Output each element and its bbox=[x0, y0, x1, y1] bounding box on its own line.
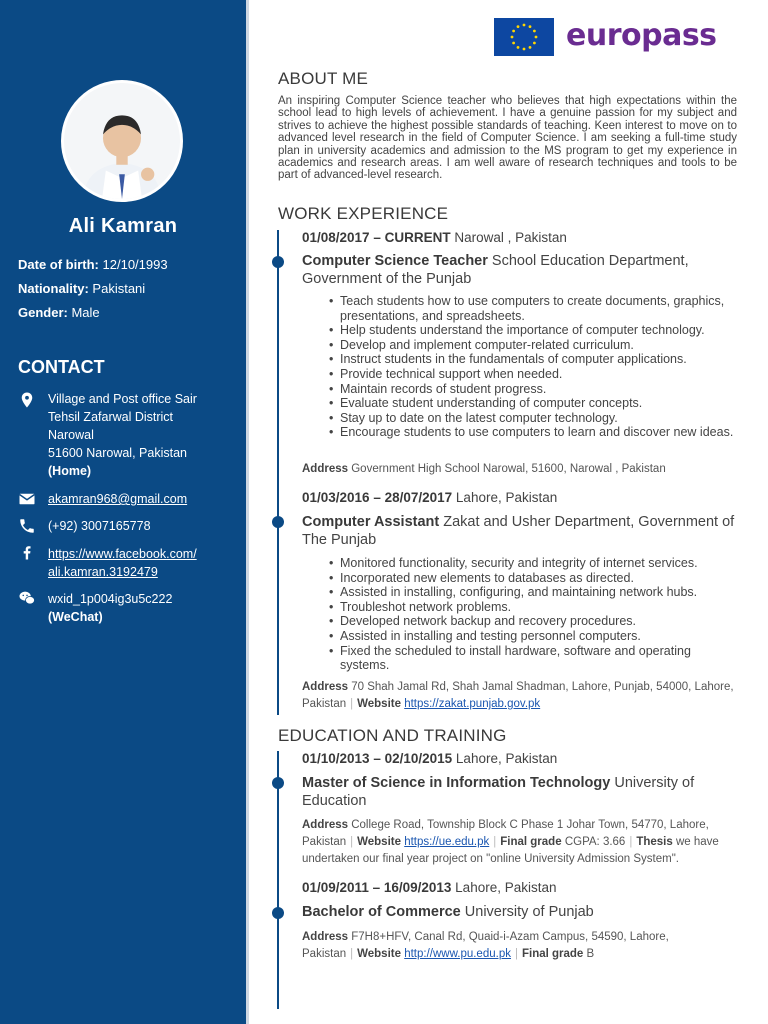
website-link[interactable]: http://www.pu.edu.pk bbox=[404, 948, 511, 960]
wechat-icon bbox=[18, 589, 36, 607]
job-role bbox=[302, 514, 742, 549]
wechat-info bbox=[48, 590, 172, 626]
email-link-wrap bbox=[48, 490, 187, 508]
facebook-link[interactable]: https://www.facebook.com/ bbox=[48, 547, 197, 561]
duty-item: • Help students understand the importance of computer technology. bbox=[318, 323, 742, 338]
job-location: Lahore, Pakistan bbox=[455, 490, 558, 505]
location-pin-icon bbox=[18, 391, 36, 409]
address-line: Village and Post office Sair bbox=[48, 392, 197, 406]
address-value: F7H8+HFV, Canal Rd, Quaid-i-Azam Campus, 54590, Lahore, Pakistan bbox=[302, 931, 669, 960]
duty-item: • Fixed the scheduled to install hardware, software and operating systems. bbox=[318, 644, 742, 673]
edu-details: Address F7H8+HFV, Canal Rd, Quaid-i-Azam Campus, 54590, Lahore, Pakistan | Website http://www.pu.edu.pk | Final grade B bbox=[302, 931, 669, 960]
email-icon bbox=[18, 490, 36, 508]
address-line: Tehsil Zafarwal District bbox=[48, 410, 174, 424]
duty-item: • Assisted in installing and testing personnel computers. bbox=[318, 629, 742, 644]
wechat-id: wxid_1p004ig3u5c222 bbox=[48, 592, 173, 606]
address-label: Address bbox=[302, 819, 349, 831]
duty-item: • Evaluate student understanding of computer concepts. bbox=[318, 396, 742, 411]
edu-date-range: 01/09/2011 – 16/09/2013 bbox=[302, 880, 452, 895]
timeline-dot bbox=[272, 256, 284, 268]
home-address bbox=[48, 390, 197, 480]
job-location: Narowal , Pakistan bbox=[454, 230, 567, 245]
address-label: Address bbox=[302, 463, 349, 475]
edu-details: Address College Road, Township Block C Phase 1 Johar Town, 54770, Lahore, Pakistan | Website https://ue.edu.pk | Final grade CGPA: 3.66 | Thesis we have undertaken our final year project on "online University Admission System". bbox=[302, 819, 719, 865]
job-employer: School Education Department, Government of the Punjab bbox=[302, 253, 689, 287]
email-link[interactable]: akamran968@gmail.com bbox=[48, 492, 188, 506]
work-timeline bbox=[277, 230, 279, 715]
edu-date-range: 01/10/2013 – 02/10/2015 bbox=[302, 751, 453, 766]
job-title: Computer Science Teacher bbox=[302, 253, 488, 269]
duty-item: • Provide technical support when needed. bbox=[318, 367, 742, 382]
job-address: Address 70 Shah Jamal Rd, Shah Jamal Shadman, Lahore, Punjab, 54000, Lahore, Pakistan | Website https://zakat.punjab.gov.pk bbox=[302, 681, 734, 710]
phone-number: (+92) 3007165778 bbox=[48, 519, 151, 533]
job-employer: Zakat and Usher Department, Government of The Punjab bbox=[302, 514, 735, 548]
about-heading: ABOUT ME bbox=[278, 69, 369, 88]
nationality-value: Pakistani bbox=[92, 281, 146, 296]
edu-qualification bbox=[302, 775, 742, 810]
address-value: 70 Shah Jamal Rd, Shah Jamal Shadman, Lahore, Punjab, 54000, Lahore, Pakistan bbox=[302, 681, 734, 710]
nationality-label: Nationality: bbox=[18, 281, 89, 296]
job-dates bbox=[302, 230, 567, 245]
facebook-link-wrap bbox=[48, 545, 197, 581]
work-heading: WORK EXPERIENCE bbox=[278, 204, 449, 223]
timeline-dot bbox=[272, 516, 284, 528]
contact-heading: CONTACT bbox=[18, 357, 105, 377]
website-label: Website bbox=[357, 698, 401, 710]
degree-title: Bachelor of Commerce bbox=[302, 904, 461, 920]
europass-logo bbox=[494, 18, 717, 56]
grade-label: Final grade bbox=[500, 836, 562, 848]
job-duties bbox=[318, 294, 742, 440]
nationality-info bbox=[18, 281, 145, 296]
duty-item: • Incorporated new elements to databases as directed. bbox=[318, 571, 742, 586]
address-value: Government High School Narowal, 51600, Narowal , Pakistan bbox=[351, 463, 666, 475]
avatar bbox=[61, 80, 183, 202]
europass-wordmark: europass bbox=[566, 18, 717, 53]
duty-item: • Maintain records of student progress. bbox=[318, 382, 742, 397]
website-label: Website bbox=[357, 948, 401, 960]
duty-item: • Develop and implement computer-related curriculum. bbox=[318, 338, 742, 353]
address-value: College Road, Township Block C Phase 1 Johar Town, 54770, Lahore, Pakistan bbox=[302, 819, 709, 848]
grade-value: CGPA: 3.66 bbox=[564, 836, 626, 848]
sidebar-divider bbox=[246, 0, 249, 1024]
address-type: (Home) bbox=[48, 464, 92, 478]
job-title: Computer Assistant bbox=[302, 514, 440, 530]
edu-location: Lahore, Pakistan bbox=[455, 751, 558, 766]
address-label: Address bbox=[302, 931, 349, 943]
address-label: Address bbox=[302, 681, 349, 693]
address-line: Narowal bbox=[48, 428, 94, 442]
gender-label: Gender: bbox=[18, 305, 68, 320]
job-address bbox=[302, 461, 742, 478]
job-duties bbox=[318, 556, 742, 673]
facebook-icon bbox=[18, 543, 36, 561]
website-link[interactable]: https://ue.edu.pk bbox=[404, 836, 490, 848]
institution: University of Punjab bbox=[464, 904, 594, 920]
website-link[interactable]: https://zakat.punjab.gov.pk bbox=[404, 698, 541, 710]
phone-icon bbox=[18, 517, 36, 535]
duty-item: • Stay up to date on the latest computer technology. bbox=[318, 411, 742, 426]
edu-location: Lahore, Pakistan bbox=[455, 880, 557, 895]
duty-item: • Troubleshot network problems. bbox=[318, 600, 742, 615]
duty-item: • Teach students how to use computers to create documents, graphics, presentations, and spreadsheets. bbox=[318, 294, 742, 323]
timeline-dot bbox=[272, 907, 284, 919]
dob-label: Date of birth: bbox=[18, 257, 99, 272]
job-dates bbox=[302, 490, 557, 505]
thesis-value: we have undertaken our final year project on "online University Admission System". bbox=[302, 836, 719, 865]
degree-title: Master of Science in Information Technology bbox=[302, 775, 611, 791]
grade-label: Final grade bbox=[521, 948, 584, 960]
duty-item: • Developed network backup and recovery procedures. bbox=[318, 614, 742, 629]
job-date-range: 01/03/2016 – 28/07/2017 bbox=[302, 490, 453, 505]
edu-dates bbox=[302, 751, 557, 766]
timeline-dot bbox=[272, 777, 284, 789]
education-heading: EDUCATION AND TRAINING bbox=[278, 726, 507, 745]
profile-name: Ali Kamran bbox=[68, 215, 178, 237]
gender-value: Male bbox=[71, 305, 100, 320]
dob-info bbox=[18, 257, 168, 272]
job-role bbox=[302, 253, 742, 288]
thesis-label: Thesis bbox=[636, 836, 673, 848]
institution: University of Education bbox=[302, 775, 695, 809]
eu-flag-icon bbox=[494, 18, 554, 56]
about-text: An inspiring Computer Science teacher who believes that high expectations within the school lead to high levels of achievement. I have a genuine passion for my subject and strives to achieve the highest possible standards of teaching. Keen interest to move on to advanced level research in the field of Computer Science. I am seeking a full-time study plan in university academics and admission to the MS program to get my experience in academics and research areas. I am well aware of research techniques and tools to be part of advanced-level research. bbox=[278, 95, 737, 182]
website-label: Website bbox=[357, 836, 401, 848]
facebook-link-cont[interactable]: ali.kamran.3192479 bbox=[48, 565, 158, 579]
duty-item: • Instruct students in the fundamentals of computer applications. bbox=[318, 352, 742, 367]
job-date-range: 01/08/2017 – CURRENT bbox=[302, 230, 451, 245]
education-timeline bbox=[277, 751, 279, 1009]
wechat-label: (WeChat) bbox=[48, 610, 103, 624]
gender-info bbox=[18, 305, 100, 320]
edu-qualification bbox=[302, 904, 742, 922]
duty-item: • Assisted in installing, configuring, and maintaining network hubs. bbox=[318, 585, 742, 600]
grade-value: B bbox=[586, 948, 595, 960]
dob-value: 12/10/1993 bbox=[102, 257, 168, 272]
address-line: 51600 Narowal, Pakistan bbox=[48, 446, 187, 460]
edu-dates bbox=[302, 880, 557, 895]
duty-item: • Encourage students to use computers to learn and discover new ideas. bbox=[318, 425, 742, 440]
duty-item: • Monitored functionality, security and integrity of internet services. bbox=[318, 556, 742, 571]
